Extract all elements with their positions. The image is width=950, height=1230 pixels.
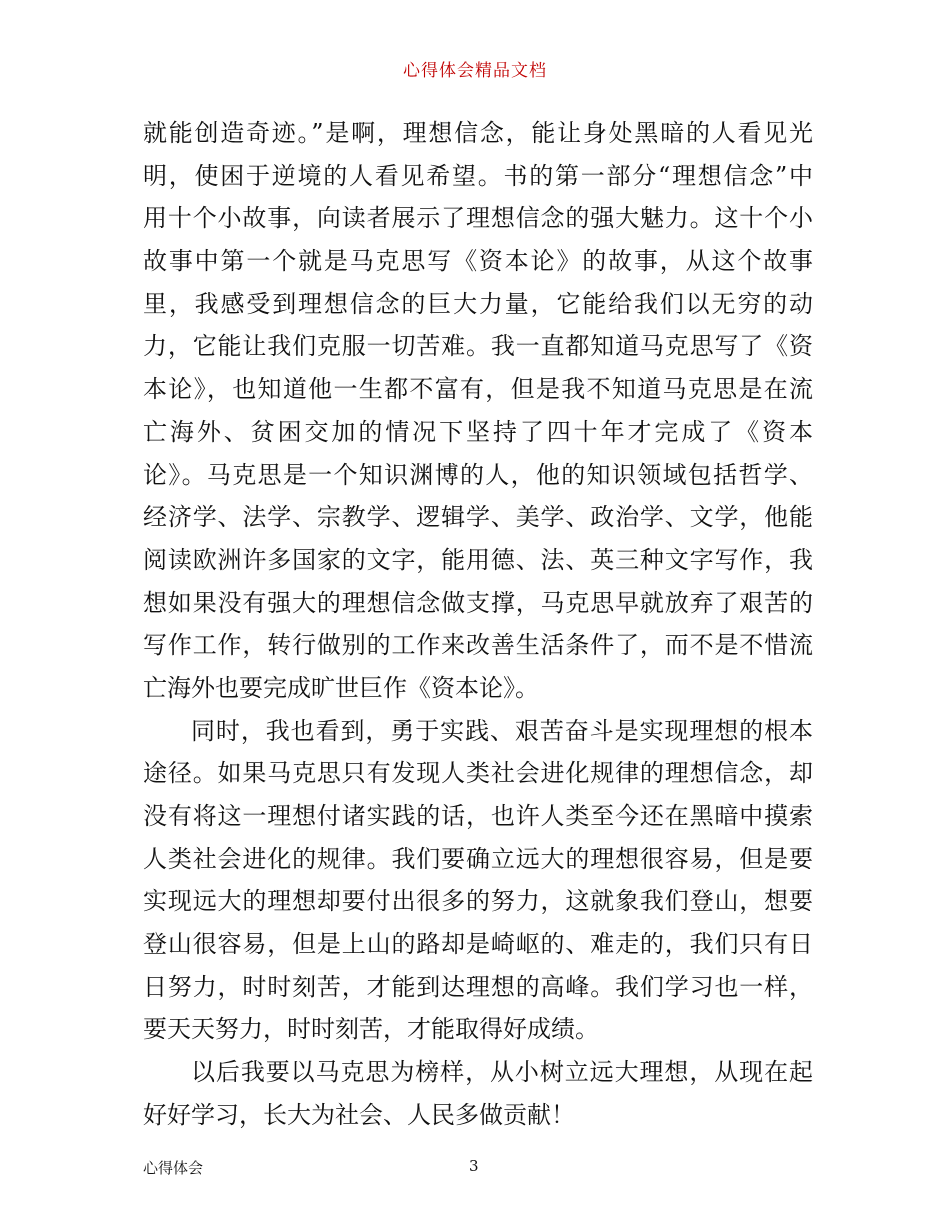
text-line: 实现远大的理想却要付出很多的努力，这就象我们登山，想要 <box>143 887 813 916</box>
paragraph-2 <box>143 710 813 1052</box>
footer-label: 心得体会 <box>143 1159 204 1177</box>
text-line: 用十个小故事，向读者展示了理想信念的强大魅力。这十个小 <box>143 204 813 233</box>
text-line: 登山很容易，但是上山的路却是崎岖的、难走的，我们只有日 <box>143 930 813 959</box>
text-line: 人类社会进化的规律。我们要确立远大的理想很容易，但是要 <box>143 844 813 873</box>
paragraph-1 <box>143 112 813 710</box>
text-line: 亡海外也要完成旷世巨作《资本论》。 <box>143 673 539 702</box>
document-header-title: 心得体会精品文档 <box>403 61 547 81</box>
text-line: 以后我要以马克思为榜样，从小树立远大理想，从现在起 <box>191 1058 813 1087</box>
text-line: 经济学、法学、宗教学、逻辑学、美学、政治学、文学，他能 <box>143 503 813 532</box>
paragraph-3 <box>143 1051 813 1136</box>
text-line: 明，使困于逆境的人看见希望。书的第一部分“理想信念”中 <box>143 161 813 190</box>
text-line: 好好学习，长大为社会、人民多做贡献！ <box>143 1100 575 1129</box>
text-line: 阅读欧洲许多国家的文字，能用德、法、英三种文字写作，我 <box>143 545 813 574</box>
document-body <box>143 112 813 1137</box>
text-line: 亡海外、贫困交加的情况下坚持了四十年才完成了《资本 <box>143 417 813 446</box>
text-line: 里，我感受到理想信念的巨大力量，它能给我们以无穷的动 <box>143 289 813 318</box>
text-line: 就能创造奇迹。”是啊，理想信念，能让身处黑暗的人看见光 <box>143 119 813 147</box>
text-line: 本论》，也知道他一生都不富有，但是我不知道马克思是在流 <box>143 375 813 404</box>
text-line: 日努力，时时刻苦，才能到达理想的高峰。我们学习也一样， <box>143 972 813 1001</box>
text-line: 想如果没有强大的理想信念做支撑，马克思早就放弃了艰苦的 <box>143 588 813 617</box>
text-line: 途径。如果马克思只有发现人类社会进化规律的理想信念，却 <box>143 759 813 788</box>
text-line: 同时，我也看到，勇于实践、艰苦奋斗是实现理想的根本 <box>191 716 813 745</box>
text-line: 要天天努力，时时刻苦，才能取得好成绩。 <box>143 1015 599 1044</box>
text-line: 力，它能让我们克服一切苦难。我一直都知道马克思写了《资 <box>143 332 813 361</box>
text-line: 论》。马克思是一个知识渊博的人，他的知识领域包括哲学、 <box>143 460 813 489</box>
text-line: 写作工作，转行做别的工作来改善生活条件了，而不是不惜流 <box>143 631 813 660</box>
text-line: 没有将这一理想付诸实践的话，也许人类至今还在黑暗中摸索 <box>143 802 813 830</box>
text-line: 故事中第一个就是马克思写《资本论》的故事，从这个故事 <box>143 247 813 276</box>
page-number: 3 <box>469 1157 479 1175</box>
